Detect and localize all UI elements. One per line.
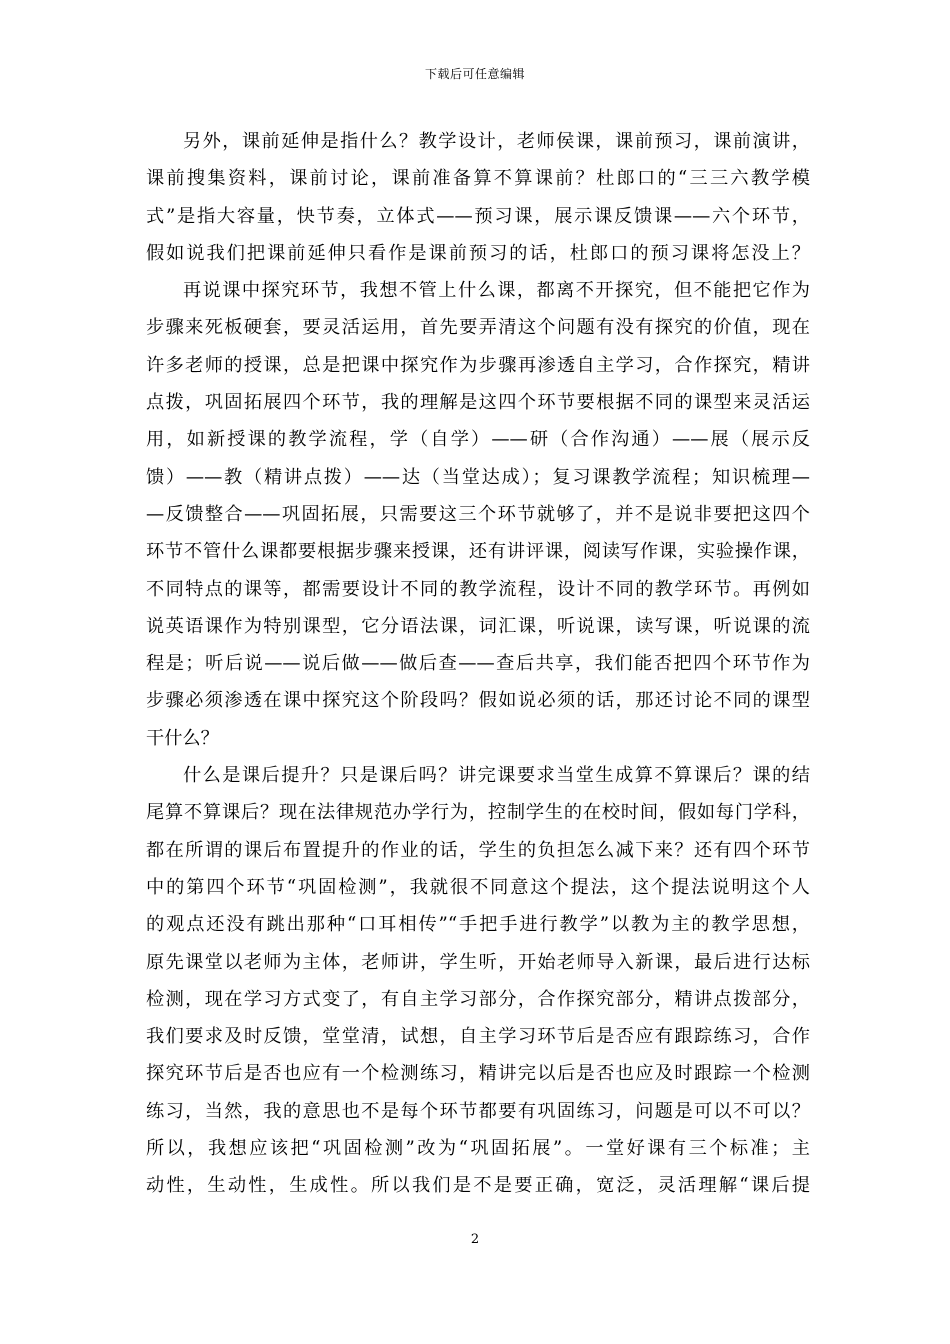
page-number: 2 xyxy=(470,1232,480,1247)
paragraph-2-line-11: 程是；听后说——说后做——做后查——查后共享，我们能否把四个环节作为 xyxy=(146,653,810,675)
paragraph-2-line-8: 环节不管什么课都要根据步骤来授课，还有讲评课，阅读写作课，实验操作课， xyxy=(146,541,810,563)
paragraph-3-line-10: 练习，当然，我的意思也不是每个环节都要有巩固练习，问题是可以不可以？ xyxy=(146,1100,810,1122)
paragraph-3-line-5: 的观点还没有跳出那种“口耳相传”“手把手进行教学”以教为主的教学思想， xyxy=(146,914,810,936)
paragraph-2-line-9: 不同特点的课等，都需要设计不同的教学流程，设计不同的教学环节。再例如 xyxy=(146,578,810,600)
paragraph-3-line-8: 我们要求及时反馈，堂堂清，试想，自主学习环节后是否应有跟踪练习，合作 xyxy=(146,1026,810,1048)
paragraph-3-line-2: 尾算不算课后？现在法律规范办学行为，控制学生的在校时间，假如每门学科， xyxy=(146,802,810,824)
paragraph-3-line-11: 所以，我想应该把“巩固检测”改为“巩固拓展”。一堂好课有三个标准；主 xyxy=(146,1138,810,1160)
paragraph-2-line-3: 许多老师的授课，总是把课中探究作为步骤再渗透自主学习，合作探究，精讲 xyxy=(146,354,810,376)
paragraph-2-line-10: 说英语课作为特别课型，它分语法课，词汇课，听说课，读写课，听说课的流 xyxy=(146,615,810,637)
paragraph-3-line-9: 探究环节后是否也应有一个检测练习，精讲完以后是否也应及时跟踪一个检测 xyxy=(146,1063,810,1085)
paragraph-1-line-3: 式”是指大容量，快节奏，立体式——预习课，展示课反馈课——六个环节， xyxy=(146,205,810,227)
paragraph-3-line-4: 中的第四个环节“巩固检测”，我就很不同意这个提法，这个提法说明这个人 xyxy=(146,876,810,898)
paragraph-1-line-4: 假如说我们把课前延伸只看作是课前预习的话，杜郎口的预习课将怎没上？ xyxy=(146,242,810,264)
paragraph-3-line-6: 原先课堂以老师为主体，老师讲，学生听，开始老师导入新课，最后进行达标 xyxy=(146,951,810,973)
document-body xyxy=(146,123,810,1205)
paragraph-2-line-2: 步骤来死板硬套，要灵活运用，首先要弄清这个问题有没有探究的价值，现在 xyxy=(146,317,810,339)
paragraph-2-line-12: 步骤必须渗透在课中探究这个阶段吗？假如说必须的话，那还讨论不同的课型 xyxy=(146,690,810,712)
paragraph-3-line-12: 动性，生动性，生成性。所以我们是不是要正确，宽泛，灵活理解“课后提 xyxy=(146,1175,810,1197)
paragraph-2-line-13: 干什么？ xyxy=(146,727,219,749)
paragraph-2-line-7: —反馈整合——巩固拓展，只需要这三个环节就够了，并不是说非要把这四个 xyxy=(146,503,810,525)
paragraph-3-line-3: 都在所谓的课后布置提升的作业的话，学生的负担怎么减下来？还有四个环节 xyxy=(146,839,810,861)
page-header: 下载后可任意编辑 xyxy=(424,67,525,81)
paragraph-2-line-5: 用，如新授课的教学流程，学（自学）——研（合作沟通）——展（展示反 xyxy=(146,429,810,451)
paragraph-3-line-7: 检测，现在学习方式变了，有自主学习部分，合作探究部分，精讲点拨部分， xyxy=(146,988,810,1010)
paragraph-2-line-4: 点拨，巩固拓展四个环节，我的理解是这四个环节要根据不同的课型来灵活运 xyxy=(146,392,810,414)
paragraph-2-line-1: 再说课中探究环节，我想不管上什么课，都离不开探究，但不能把它作为 xyxy=(183,280,810,302)
paragraph-2-line-6: 馈）——教（精讲点拨）——达（当堂达成）；复习课教学流程；知识梳理— xyxy=(146,466,810,488)
paragraph-1-line-1: 另外，课前延伸是指什么？教学设计，老师侯课，课前预习，课前演讲， xyxy=(183,131,810,152)
paragraph-1-line-2: 课前搜集资料，课前讨论，课前准备算不算课前？杜郎口的“三三六教学模 xyxy=(146,168,810,190)
paragraph-3-line-1: 什么是课后提升？只是课后吗？讲完课要求当堂生成算不算课后？课的结 xyxy=(183,765,810,787)
